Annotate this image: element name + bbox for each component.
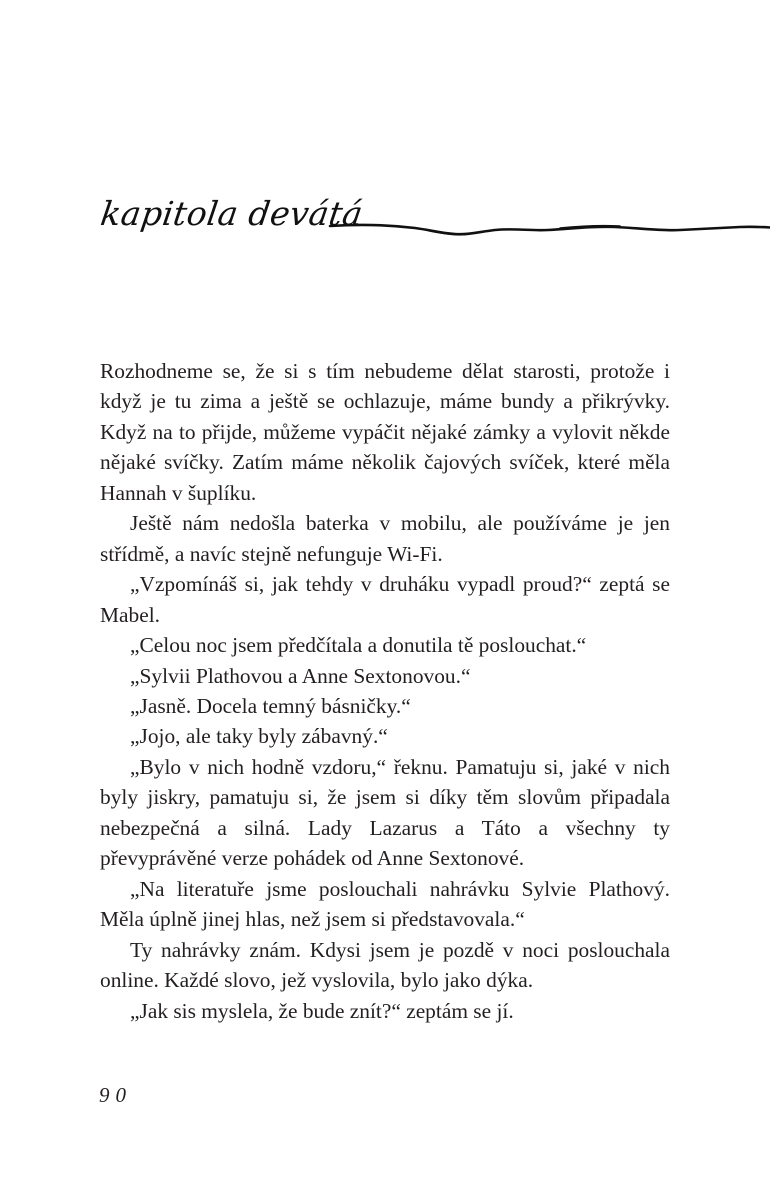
paragraph: „Celou noc jsem předčítala a donutila tě poslouchat.“ (130, 633, 587, 658)
chapter-heading (0, 190, 770, 250)
paragraph: „Jojo, ale taky byly zábavný.“ (130, 724, 388, 749)
chapter-body (100, 356, 670, 1026)
paragraph: Ty nahrávky znám. Kdysi jsem je pozdě v noci poslouchala online. Každé slovo, jež vyslovila, bylo jako dýka. (100, 937, 670, 993)
chapter-title: kapitola devátá (98, 194, 366, 233)
paragraph: „Na literatuře jsme poslouchali nahrávku Sylvie Plathový. Měla úplně jinej hlas, než jsem si představovala.“ (100, 876, 670, 932)
page-number: 90 (99, 1083, 132, 1107)
paragraph: „Jasně. Docela temný básničky.“ (130, 693, 411, 718)
paragraph: Rozhodneme se, že si s tím nebudeme dělat starosti, protože i když je tu zima a ještě se ochlazuje, máme bundy a přikrývky. Když na to přijde, můžeme vypáčit nějaké zámky a vylovit někde nějaké svíčky. Zatím máme několik čajových svíček, které měla Hannah v šuplíku. (100, 359, 670, 505)
paragraph: „Sylvii Plathovou a Anne Sextonovou.“ (130, 663, 471, 688)
paragraph: „Bylo v nich hodně vzdoru,“ řeknu. Pamatuju si, jaké v nich byly jiskry, pamatuju si, že jsem si díky těm slovům připadala nebezpečná a silná. Lady Lazarus a Táto a všechny ty převyprávěné verze pohádek od Anne Sextonové. (100, 754, 670, 871)
paragraph: „Vzpomínáš si, jak tehdy v druháku vypadl proud?“ zeptá se Mabel. (100, 572, 670, 627)
paragraph: „Jak sis myslela, že bude znít?“ zeptám se jí. (130, 998, 514, 1023)
paragraph: Ještě nám nedošla baterka v mobilu, ale používáme je jen střídmě, a navíc stejně nefunguje Wi-Fi. (100, 511, 670, 566)
